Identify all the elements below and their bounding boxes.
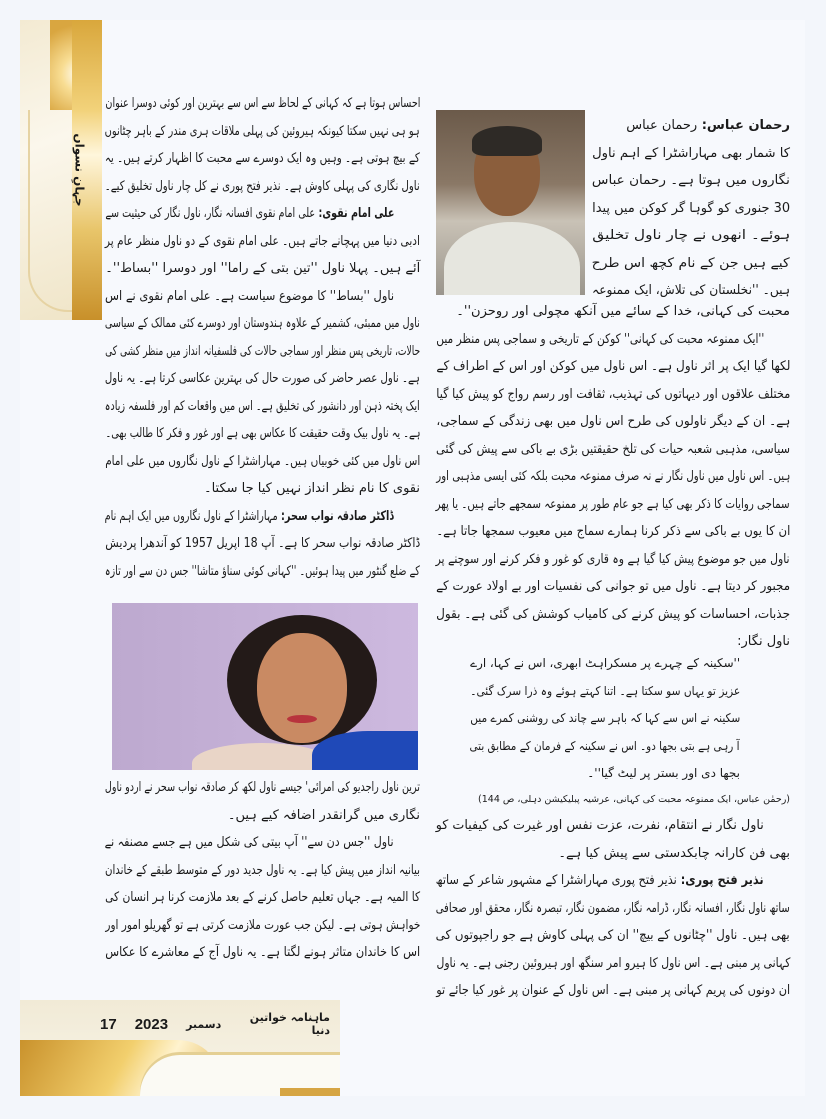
text-line-content	[436, 381, 790, 409]
text-line	[436, 544, 790, 572]
photo-blouse	[192, 743, 332, 770]
body-text: نقوی کا نام نظر انداز نہیں کیا جا سکتا۔	[203, 481, 420, 496]
photo-lips	[287, 715, 317, 723]
body-text: ناول نگار:	[737, 634, 790, 649]
body-text: ادبی دنیا میں پہچانے جاتے ہیں۔ علی امام نقوی کے دو ناول منظر عام پر	[105, 233, 420, 249]
body-text: ہیں۔ اس ناول میں ناول نگار نے نہ صرف ممنوعہ محبت بلکہ کئی ایسی مذہبی اور	[436, 469, 790, 484]
body-text: ناول نگار نے انتقام، نفرت، عزت نفس اور غیرت کی کیفیات کو	[436, 818, 764, 833]
text-line	[592, 138, 790, 166]
page-footer	[100, 1012, 330, 1036]
body-text: ناول نگاری کی پہلی کاوش ہے۔ نذیر فتح پوری نے کل چار ناول تخلیق کیے۔	[105, 178, 420, 194]
text-line-content	[436, 546, 790, 574]
body-text: سماجی روایات کا ذکر بھی کیا ہے جو عام طور پر ممنوعہ سمجھے جاتے ہیں۔ یا پھر	[436, 496, 790, 512]
text-line	[436, 599, 790, 627]
text-line	[105, 855, 420, 883]
text-line-content	[436, 353, 790, 381]
body-text: لکھا گیا ایک پر اثر ناول ہے۔ اس ناول میں کوکن اور اس کے اطراف کے	[436, 359, 790, 374]
text-line	[436, 324, 790, 352]
text-line	[105, 171, 420, 199]
text-line-content	[470, 650, 740, 678]
text-line	[436, 461, 790, 489]
text-line-content	[105, 90, 420, 118]
text-line	[105, 143, 420, 171]
section-heading: نذیر فتح پوری:	[677, 873, 764, 888]
body-text: ناول میں ممبئی، کشمیر کے علاوہ ہندوستان اور دوسرے کئی ممالک کے سیاسی	[105, 316, 420, 331]
body-text: ہے۔ یہ ناول بیک وقت حقیقت کا عکاس بھی ہے اور غور و فکر کا طالب بھی۔	[105, 426, 420, 441]
text-line-content	[105, 774, 420, 802]
text-line-content	[105, 228, 420, 256]
issue-year: 2023	[134, 1015, 169, 1033]
text-line	[105, 281, 420, 309]
body-text: ڈاکٹر صادقہ نواب سحر کا ہے۔ آپ 18 اپریل 1957 کو آندھرا پردیش	[105, 536, 420, 551]
body-text: آ رہی ہے بتی بجھا دو۔ اس نے سکینہ کے فرمان کے مطابق بتی	[470, 738, 740, 753]
text-line	[436, 379, 790, 407]
body-text: کے ضلع گنٹور میں پیدا ہوئیں۔ ''کہانی کوئی سناؤ متاشا'' جس دن سے اور تازہ	[105, 563, 420, 579]
body-text: ان دونوں کی پریم کہانی پر مبنی ہے۔ اس ناول کے عنوان پر غور کیا جائے تو	[436, 983, 790, 998]
body-text: ہیں۔ ''نخلستان کی تلاش، ایک ممنوعہ	[592, 283, 790, 298]
photo-face	[257, 633, 347, 743]
body-text: مہاراشٹرا کے ناول نگاروں میں ایک اہم نام	[105, 508, 279, 524]
text-line-content	[436, 518, 790, 546]
body-text: کہانی پر مبنی ہے۔ اس ناول کا ہیرو امر سنگھ اور ہیروئین رجنی ہے۔ یہ ناول	[436, 955, 790, 971]
photo-sadiqa-nawab-sahar	[112, 603, 418, 770]
text-line	[592, 193, 790, 221]
right-column-beside-photo	[592, 110, 790, 303]
text-line-content	[436, 867, 764, 895]
body-text: اس کا خاندان متاثر ہونے لگتا ہے۔ یہ ناول آج کے معاشرے کا عکاس	[105, 945, 420, 960]
text-line	[436, 920, 790, 948]
photo-hair	[472, 126, 542, 156]
text-line	[105, 363, 420, 391]
text-line	[105, 418, 420, 446]
photo-shirt	[444, 222, 580, 295]
text-line	[592, 220, 790, 248]
body-text: نگاری میں گرانقدر اضافہ کیے ہیں۔	[227, 807, 420, 823]
text-line	[105, 827, 420, 855]
text-line-content	[436, 950, 790, 978]
text-line	[436, 516, 790, 544]
text-line-content	[436, 408, 790, 436]
body-text: اس ناول میں کئی خوبیاں ہیں۔ مہاراشٹرا کے ناول نگاروں میں علی امام	[105, 453, 420, 469]
text-line-content	[592, 140, 790, 168]
section-heading: ڈاکٹر صادقہ نواب سحر:	[278, 508, 394, 524]
body-text: آئے ہیں۔ پہلا ناول ''تین بتی کے راما'' اور دوسرا ''بساط''۔	[105, 261, 420, 276]
body-text: ایک پختہ ذہن اور دانشور کی تخلیق ہے۔ اس میں واقعات کم اور فلسفہ زیادہ	[105, 398, 420, 414]
issue-month: دسمبر	[186, 1017, 222, 1031]
text-line	[470, 731, 740, 759]
gold-bar-decoration	[280, 1088, 340, 1096]
text-line-content	[436, 977, 790, 1005]
text-line-content	[470, 678, 740, 706]
body-text: کا شمار بھی مہاراشٹرا کے اہم ناول	[592, 145, 790, 161]
body-text: ترین ناول راجدیو کی امرائی' جیسے ناول لکھ کر صادقہ نواب سحر نے اردو ناول	[105, 780, 420, 795]
body-text: ساتھ ناول نگار، افسانہ نگار، ڈرامہ نگار، مضمون نگار، تبصرہ نگار، محقق اور صحافی	[436, 900, 790, 916]
body-text: علی امام نقوی افسانہ نگار، ناول نگار کی حیثیت سے	[105, 206, 315, 221]
text-line-content	[105, 283, 394, 311]
body-text: ناول ''جس دن سے'' آپ بیتی کی شکل میں ہے جسے مصنفہ نے	[105, 835, 394, 850]
body-text: ''سکینہ کے چہرے پر مسکراہٹ ابھری، اس نے کہا، ارے	[470, 656, 740, 670]
text-line-content	[436, 601, 790, 629]
left-column-bottom	[105, 772, 420, 965]
text-line	[105, 88, 420, 116]
body-text: سیاسی، مذہبی شعبہ حیات کی تلخ حقیقتیں بڑی بے باکی سے پیش کی گئی	[436, 441, 790, 457]
text-line-content	[436, 326, 764, 354]
body-text: خواہش ہوتی ہے۔ لیکن جب عورت ملازمت کرتی ہے تو گھریلو امور اور	[105, 917, 420, 933]
text-line-content	[592, 195, 790, 223]
text-line	[105, 800, 420, 828]
body-text: ہوئے۔ انھوں نے چار ناول تخلیق	[592, 228, 790, 243]
text-line-content	[105, 393, 420, 421]
body-text: ناول میں جو موضوع پیش کیا گیا ہے وہ قاری کو غور و فکر کرنے اور سوچنے پر	[436, 551, 790, 567]
right-column-main	[436, 296, 790, 654]
text-line	[436, 434, 790, 462]
text-line-content	[436, 573, 790, 601]
body-text: ''ایک ممنوعہ محبت کی کہانی'' کوکن کے تاریخی و سماجی پس منظر میں	[436, 331, 764, 347]
text-line-content	[587, 760, 740, 788]
text-line-content	[592, 250, 790, 278]
text-line	[470, 676, 740, 704]
text-line	[592, 165, 790, 193]
body-text: عزیز تو یہاں سو سکتا ہے۔ اتنا کہتے ہوئے وہ ذرا سرک گئی۔	[470, 683, 740, 698]
body-text: ناول ''بساط'' کا موضوع سیاست ہے۔ علی امام نقوی نے اس	[105, 288, 394, 304]
text-line-content	[436, 922, 790, 950]
text-line-content	[436, 812, 764, 840]
body-text: بھی ہیں۔ ناول ''چٹانوں کے بیچ'' ان کی پہلی کاوش ہے جو راجپوتوں کی	[436, 928, 790, 943]
text-line	[105, 116, 420, 144]
section-heading: علی امام نقوی:	[314, 206, 394, 221]
text-line-content	[436, 491, 790, 519]
text-line-content	[105, 200, 394, 228]
body-text: 30 جنوری کو گوہا گر کوکن میں پیدا	[592, 200, 790, 216]
text-line-content	[105, 829, 394, 857]
text-line-content	[105, 173, 420, 201]
text-line-content	[626, 112, 790, 140]
text-line-content	[105, 857, 420, 885]
body-text: رحمان عباس	[626, 118, 698, 133]
text-line	[470, 703, 740, 731]
photo-sari	[312, 731, 418, 770]
text-line	[105, 772, 420, 800]
text-line	[436, 865, 790, 893]
text-line	[105, 391, 420, 419]
section-label-text: جہانِ نسواں	[73, 133, 88, 207]
text-line-content	[105, 420, 420, 448]
text-line	[470, 758, 740, 786]
body-text: احساس ہوتا ہے کہ کہانی کے لحاظ سے اس سے بہترین اور کوئی دوسرا عنوان	[105, 96, 420, 111]
novel-quote	[470, 648, 740, 786]
text-line	[436, 489, 790, 517]
body-text: بجھا دی اور بستر پر لیٹ گیا''۔	[587, 766, 740, 780]
text-line	[436, 948, 790, 976]
text-line	[436, 296, 790, 324]
text-line-content	[105, 255, 420, 283]
photo-rehman-abbas	[436, 110, 585, 295]
body-text: کیے ہیں جن کے نام کچھ اس طرح	[592, 255, 790, 271]
text-line	[105, 226, 420, 254]
text-line-content	[592, 167, 790, 195]
right-column-end	[436, 810, 790, 1003]
body-text: محبت کی کہانی، خدا کے سائے میں آنکھ مچولی اور روحزن''۔	[456, 304, 790, 319]
text-line	[592, 248, 790, 276]
page-number: 17	[100, 1015, 117, 1033]
text-line-content	[470, 733, 740, 761]
text-line-content	[105, 365, 420, 393]
body-text: مختلف علاقوں اور دیہاتوں کی تہذیب، ثقافت اور رسم رواج کو پیش کیا گیا	[436, 386, 790, 402]
text-line-content	[436, 895, 790, 923]
text-line-content	[558, 840, 790, 868]
text-line	[592, 110, 790, 138]
body-text: بیانیہ انداز میں پیش کیا ہے۔ یہ ناول جدید دور کے متوسط طبقے کے خاندان	[105, 862, 420, 878]
magazine-name: ماہنامہ خواتین دنیا	[249, 1011, 330, 1037]
body-text: نذیر فتح پوری مہاراشٹرا کے مشہور شاعر کے ساتھ	[436, 873, 678, 888]
text-line	[436, 975, 790, 1003]
text-line-content	[105, 118, 420, 146]
text-line-content	[436, 463, 790, 491]
text-line	[105, 253, 420, 281]
body-text: ان کا یوں بے باکی سے ذکر کرنا ہمارے سماج میں معیوب سمجھا جاتا ہے۔	[436, 524, 790, 539]
text-line-content	[436, 436, 790, 464]
text-line-content	[737, 628, 790, 656]
text-line-content	[456, 298, 790, 326]
body-text: کا المیہ ہے۔ جہاں تعلیم حاصل کرنے کے بعد ملازمت کرنا ہر انسان کی	[105, 890, 420, 905]
body-text: بھی فن کارانہ چابکدستی سے پیش کیا ہے۔	[558, 845, 790, 861]
text-line	[105, 198, 420, 226]
body-text: ہے۔ ان کے دیگر ناولوں کی طرح اس ناول میں بھی زندگی کے سماجی،	[436, 414, 790, 429]
text-line	[436, 810, 790, 838]
text-line	[470, 648, 740, 676]
text-line-content	[228, 802, 420, 830]
body-text: کے بیچ ہوتی ہے۔ وہیں وہ ایک دوسرے سے محبت کا اظہار کرتے ہیں۔ یہ	[105, 151, 420, 166]
body-text: مجبور کر دیتا ہے۔ ناول میں تو جوانی کی نفسیات اور بے اولاد عورت کے	[436, 579, 790, 594]
text-line	[436, 893, 790, 921]
text-line	[436, 571, 790, 599]
text-line	[436, 406, 790, 434]
body-text: حالات، تاریخی پس منظر اور سماجی حالات کی فلسفیانہ انداز میں منظر کشی کی	[105, 343, 420, 359]
text-line-content	[592, 222, 790, 250]
citation: (رحمٰن عباس، ایک ممنوعہ محبت کی کہانی، عرشیہ پبلیکیشن دہلی، ص 144)	[478, 794, 790, 805]
text-line	[436, 838, 790, 866]
body-text: ہو ہی نہیں سکتا کیونکہ ہیروئین کی پہلی ملاقات ہری مندر کے باہر چٹانوں	[105, 123, 420, 139]
text-line	[436, 351, 790, 379]
section-heading: رحمان عباس:	[697, 118, 790, 133]
body-text: ہے۔ ناول عصر حاضر کی صورت حال کی بہترین عکاسی کرتا ہے۔ یہ ناول	[105, 371, 420, 386]
text-line-content	[470, 705, 740, 733]
body-text: جذبات، احساسات کو پیش کرنے کی کامیاب کوشش کی گئی ہے۔ بقول	[436, 606, 790, 622]
body-text: سکینہ نے اس سے کہا کہ باہر سے چاند کی روشنی کمرے میں	[470, 711, 740, 725]
body-text: نگاروں میں ہوتا ہے۔ رحمان عباس	[592, 173, 790, 188]
text-line-content	[105, 145, 420, 173]
